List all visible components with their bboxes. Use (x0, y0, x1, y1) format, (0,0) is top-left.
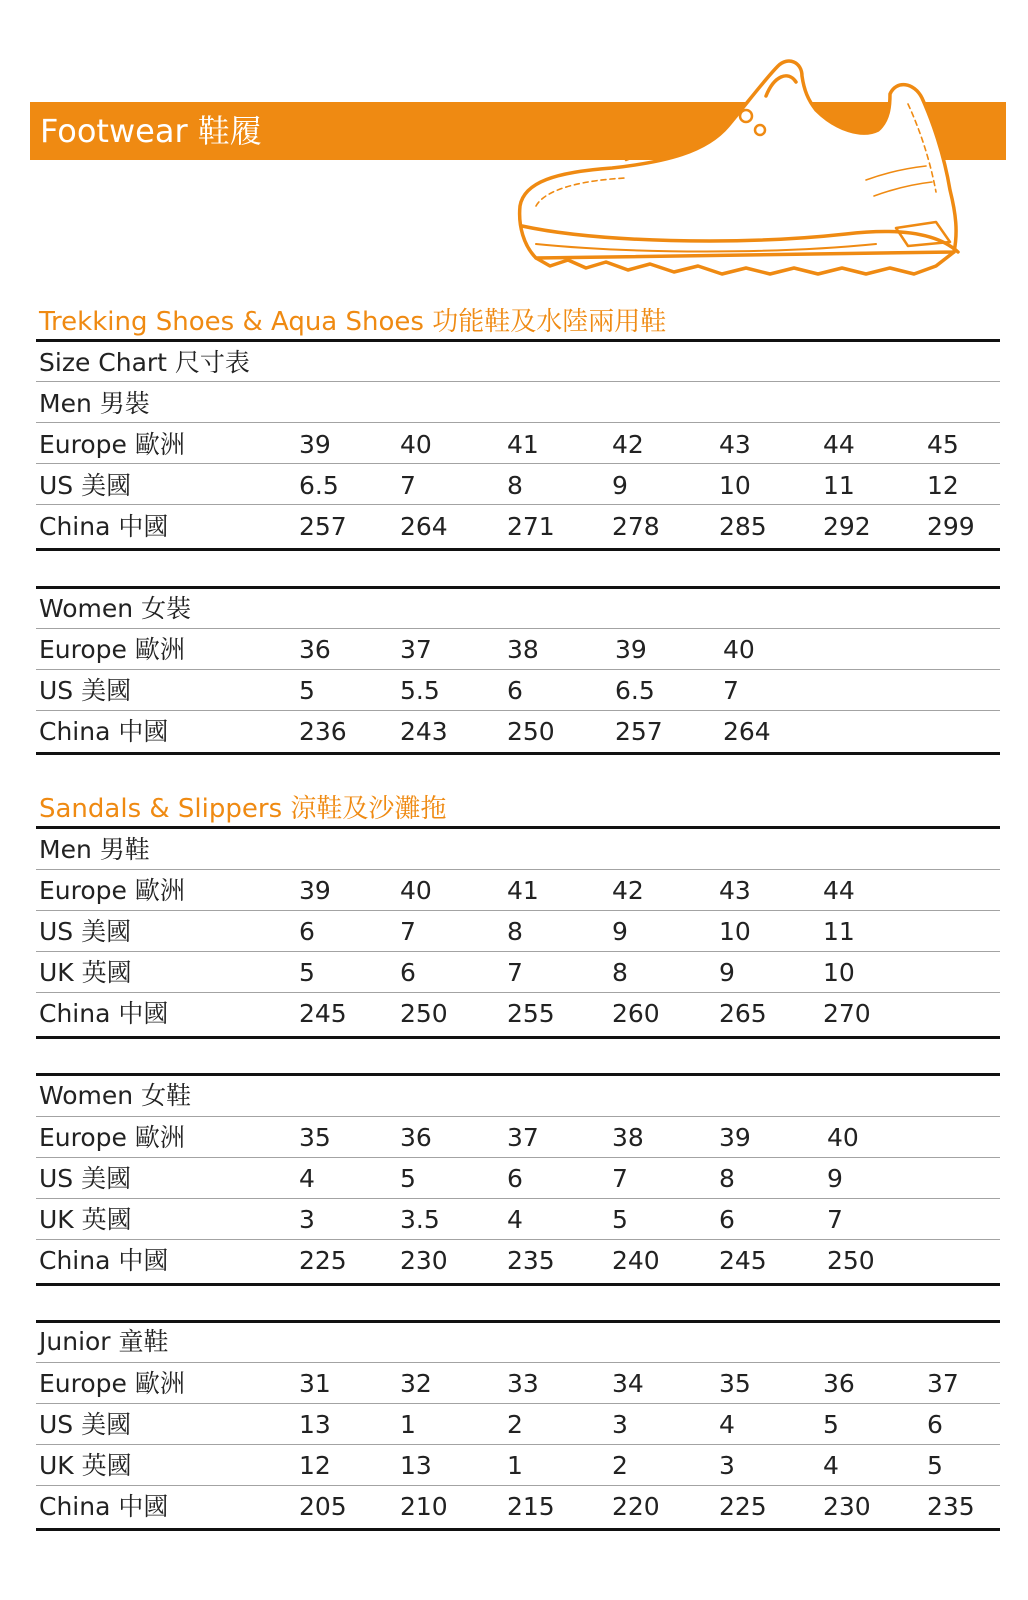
size-cell: 5 (612, 1205, 628, 1234)
row-divider (36, 1444, 1000, 1445)
group-title-men: Men 男鞋 (39, 835, 150, 864)
size-cell: 278 (612, 512, 660, 541)
size-cell: 257 (299, 512, 347, 541)
row-label: Europe 歐洲 (39, 876, 185, 905)
size-cell: 215 (507, 1492, 555, 1521)
section-title-sandals: Sandals & Slippers 涼鞋及沙灘拖 (39, 794, 447, 824)
section-rule (36, 826, 1000, 829)
row-label: US 美國 (39, 917, 132, 946)
size-cell: 3 (612, 1410, 628, 1439)
size-cell: 37 (400, 635, 432, 664)
size-cell: 230 (400, 1246, 448, 1275)
group-rule (36, 1036, 1000, 1039)
row-label: Europe 歐洲 (39, 635, 185, 664)
row-label: Europe 歐洲 (39, 1123, 185, 1152)
size-cell: 5 (299, 958, 315, 987)
size-cell: 9 (827, 1164, 843, 1193)
size-cell: 6 (719, 1205, 735, 1234)
row-divider (36, 992, 1000, 993)
row-label: US 美國 (39, 471, 132, 500)
size-cell: 235 (927, 1492, 975, 1521)
size-cell: 41 (507, 430, 539, 459)
size-cell: 7 (400, 917, 416, 946)
size-cell: 245 (299, 999, 347, 1028)
row-divider (36, 1362, 1000, 1363)
row-label: China 中國 (39, 512, 169, 541)
row-label: China 中國 (39, 1492, 169, 1521)
size-cell: 5 (927, 1451, 943, 1480)
group-title-men: Men 男裝 (39, 389, 150, 418)
size-cell: 5 (299, 676, 315, 705)
size-cell: 264 (723, 717, 771, 746)
size-cell: 1 (400, 1410, 416, 1439)
row-divider (36, 669, 1000, 670)
size-cell: 43 (719, 876, 751, 905)
row-label: Europe 歐洲 (39, 1369, 185, 1398)
row-label: China 中國 (39, 717, 169, 746)
row-label: UK 英國 (39, 958, 132, 987)
size-cell: 4 (823, 1451, 839, 1480)
size-cell: 225 (719, 1492, 767, 1521)
group-title-women: Women 女鞋 (39, 1081, 192, 1110)
size-cell: 6.5 (299, 471, 339, 500)
row-label: US 美國 (39, 676, 132, 705)
row-divider (36, 1116, 1000, 1117)
size-cell: 220 (612, 1492, 660, 1521)
size-cell: 2 (507, 1410, 523, 1439)
size-cell: 39 (719, 1123, 751, 1152)
row-label: US 美國 (39, 1164, 132, 1193)
row-divider (36, 422, 1000, 423)
group-rule (36, 1283, 1000, 1286)
size-cell: 43 (719, 430, 751, 459)
size-cell: 210 (400, 1492, 448, 1521)
size-cell: 10 (719, 471, 751, 500)
size-cell: 7 (400, 471, 416, 500)
size-cell: 36 (299, 635, 331, 664)
group-title-women: Women 女裝 (39, 594, 192, 623)
size-cell: 37 (507, 1123, 539, 1152)
size-cell: 299 (927, 512, 975, 541)
row-divider (36, 628, 1000, 629)
section-rule (36, 339, 1000, 342)
size-cell: 5.5 (400, 676, 440, 705)
size-cell: 3.5 (400, 1205, 440, 1234)
size-cell: 8 (507, 471, 523, 500)
size-cell: 32 (400, 1369, 432, 1398)
size-cell: 9 (719, 958, 735, 987)
size-cell: 39 (299, 430, 331, 459)
size-cell: 250 (507, 717, 555, 746)
size-cell: 44 (823, 430, 855, 459)
row-divider (36, 1198, 1000, 1199)
row-label: Europe 歐洲 (39, 430, 185, 459)
size-cell: 235 (507, 1246, 555, 1275)
size-cell: 40 (827, 1123, 859, 1152)
row-label: UK 英國 (39, 1451, 132, 1480)
row-divider (36, 1403, 1000, 1404)
size-cell: 285 (719, 512, 767, 541)
row-divider (36, 910, 1000, 911)
size-cell: 38 (507, 635, 539, 664)
size-cell: 40 (400, 876, 432, 905)
size-cell: 37 (927, 1369, 959, 1398)
size-cell: 9 (612, 917, 628, 946)
size-cell: 41 (507, 876, 539, 905)
row-divider (36, 869, 1000, 870)
size-cell: 250 (400, 999, 448, 1028)
size-cell: 2 (612, 1451, 628, 1480)
size-cell: 44 (823, 876, 855, 905)
size-cell: 6 (927, 1410, 943, 1439)
size-cell: 230 (823, 1492, 871, 1521)
size-cell: 243 (400, 717, 448, 746)
row-divider (36, 1239, 1000, 1240)
row-label: China 中國 (39, 999, 169, 1028)
size-cell: 236 (299, 717, 347, 746)
size-cell: 240 (612, 1246, 660, 1275)
row-label: US 美國 (39, 1410, 132, 1439)
size-cell: 11 (823, 917, 855, 946)
size-cell: 36 (400, 1123, 432, 1152)
size-cell: 31 (299, 1369, 331, 1398)
size-cell: 45 (927, 430, 959, 459)
row-divider (36, 1485, 1000, 1486)
size-cell: 38 (612, 1123, 644, 1152)
size-cell: 5 (400, 1164, 416, 1193)
size-cell: 4 (719, 1410, 735, 1439)
size-cell: 6.5 (615, 676, 655, 705)
page-title: Footwear 鞋履 (40, 112, 262, 150)
size-cell: 292 (823, 512, 871, 541)
size-cell: 39 (615, 635, 647, 664)
size-cell: 13 (400, 1451, 432, 1480)
size-cell: 270 (823, 999, 871, 1028)
size-cell: 11 (823, 471, 855, 500)
size-cell: 4 (299, 1164, 315, 1193)
group-rule (36, 1528, 1000, 1531)
size-cell: 6 (299, 917, 315, 946)
row-divider (36, 710, 1000, 711)
size-cell: 40 (400, 430, 432, 459)
size-cell: 257 (615, 717, 663, 746)
size-cell: 225 (299, 1246, 347, 1275)
size-cell: 42 (612, 430, 644, 459)
group-rule (36, 752, 1000, 755)
row-label: China 中國 (39, 1246, 169, 1275)
size-cell: 245 (719, 1246, 767, 1275)
size-cell: 12 (927, 471, 959, 500)
size-chart-subtitle: Size Chart 尺寸表 (39, 348, 250, 377)
size-cell: 3 (299, 1205, 315, 1234)
shoe-illustration-icon (516, 56, 986, 300)
size-cell: 42 (612, 876, 644, 905)
size-cell: 13 (299, 1410, 331, 1439)
size-cell: 265 (719, 999, 767, 1028)
size-cell: 12 (299, 1451, 331, 1480)
size-cell: 9 (612, 471, 628, 500)
row-divider (36, 381, 1000, 382)
size-cell: 34 (612, 1369, 644, 1398)
size-cell: 39 (299, 876, 331, 905)
group-rule (36, 1320, 1000, 1323)
size-cell: 260 (612, 999, 660, 1028)
size-cell: 3 (719, 1451, 735, 1480)
row-divider (36, 463, 1000, 464)
size-cell: 1 (507, 1451, 523, 1480)
size-cell: 35 (719, 1369, 751, 1398)
size-cell: 271 (507, 512, 555, 541)
group-title-junior: Junior 童鞋 (39, 1327, 169, 1356)
size-cell: 205 (299, 1492, 347, 1521)
size-cell: 4 (507, 1205, 523, 1234)
size-cell: 7 (723, 676, 739, 705)
size-cell: 6 (507, 1164, 523, 1193)
group-rule (36, 548, 1000, 551)
size-cell: 8 (507, 917, 523, 946)
size-cell: 35 (299, 1123, 331, 1152)
size-cell: 264 (400, 512, 448, 541)
size-cell: 36 (823, 1369, 855, 1398)
size-cell: 10 (823, 958, 855, 987)
size-cell: 8 (612, 958, 628, 987)
size-cell: 10 (719, 917, 751, 946)
size-cell: 7 (612, 1164, 628, 1193)
size-cell: 7 (507, 958, 523, 987)
size-cell: 6 (507, 676, 523, 705)
group-rule (36, 1073, 1000, 1076)
row-divider (36, 1157, 1000, 1158)
row-divider (36, 504, 1000, 505)
section-title-trekking: Trekking Shoes & Aqua Shoes 功能鞋及水陸兩用鞋 (39, 307, 667, 337)
size-cell: 6 (400, 958, 416, 987)
size-cell: 255 (507, 999, 555, 1028)
size-cell: 5 (823, 1410, 839, 1439)
size-cell: 8 (719, 1164, 735, 1193)
size-cell: 7 (827, 1205, 843, 1234)
group-rule (36, 586, 1000, 589)
size-cell: 250 (827, 1246, 875, 1275)
row-divider (36, 951, 1000, 952)
size-cell: 40 (723, 635, 755, 664)
row-label: UK 英國 (39, 1205, 132, 1234)
size-cell: 33 (507, 1369, 539, 1398)
